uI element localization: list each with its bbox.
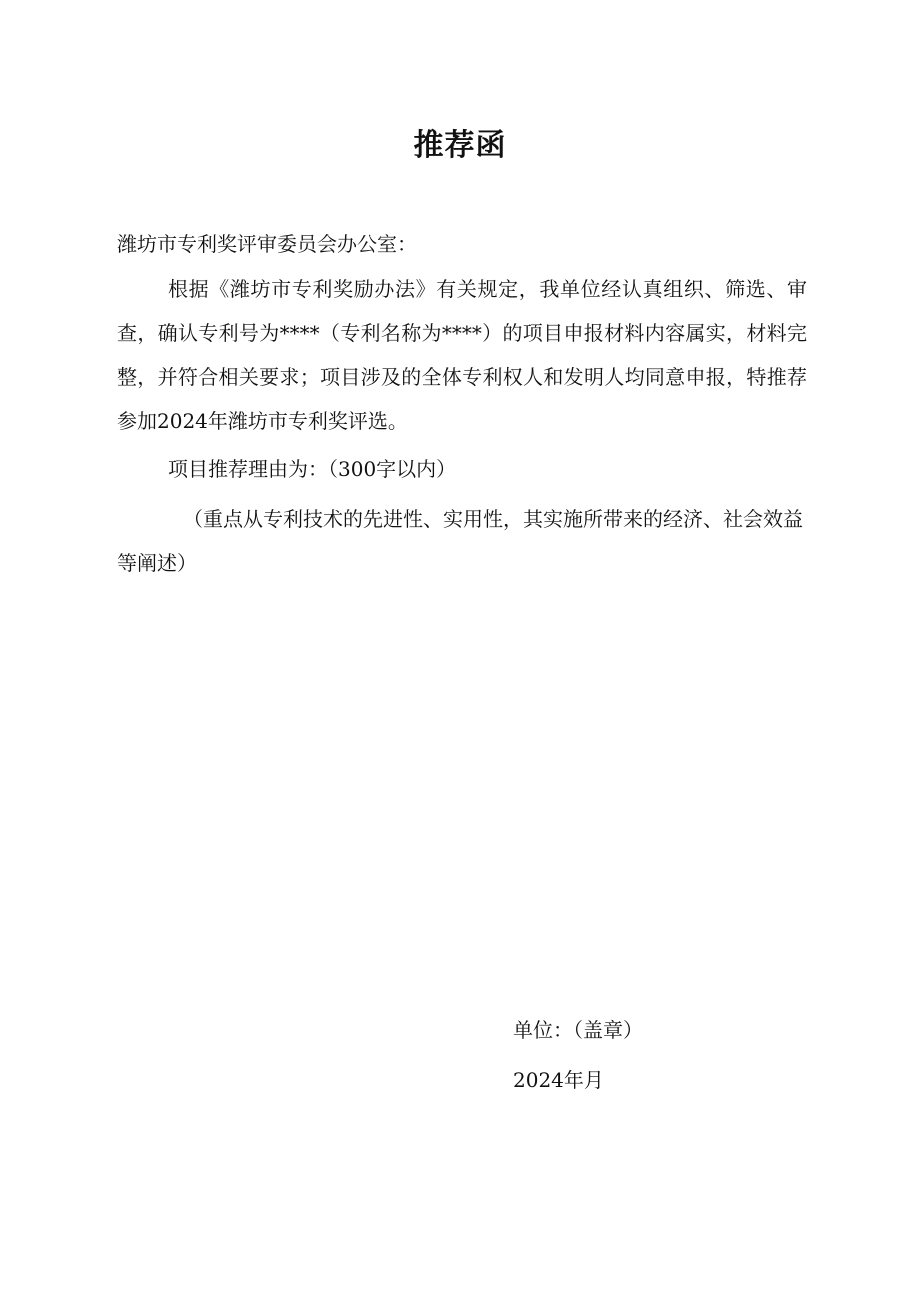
paragraph-main: 根据《潍坊市专利奖励办法》有关规定，我单位经认真组织、筛选、审查，确认专利号为****（专利名称为****）的项目申报材料内容属实，材料完整，并符合相关要求；项目涉及的全体专利权人和发明人均同意申报，特推荐参加2024年潍坊市专利奖评选。 xyxy=(117,277,807,433)
paragraph-reason-heading: 项目推荐理由为：（300字以内） xyxy=(168,457,457,481)
signature-unit: 单位：（盖章） xyxy=(513,1018,643,1042)
salutation: 潍坊市专利奖评审委员会办公室： xyxy=(117,232,417,256)
signature-date: 2024年月 xyxy=(513,1068,604,1092)
paragraph-reason-guidance: （重点从专利技术的先进性、实用性，其实施所带来的经济、社会效益等阐述） xyxy=(117,507,803,575)
document-title: 推荐函 xyxy=(413,128,507,163)
